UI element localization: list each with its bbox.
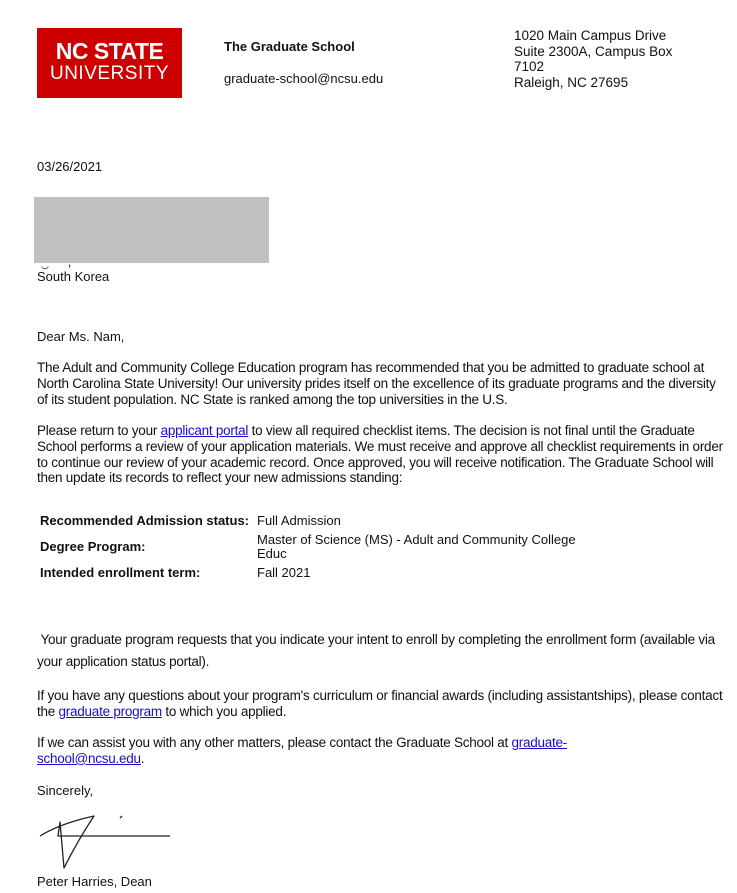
details-row [37,533,602,566]
paragraph-questions [37,688,727,720]
nc-state-logo [37,28,182,98]
applicant-portal-link[interactable]: applicant portal [160,423,249,438]
recipient-country: South Korea [37,269,110,284]
graduate-program-link[interactable]: graduate program [58,703,162,719]
greeting: Dear Ms. Nam, [37,329,125,344]
graduate-school-email-link[interactable]: graduate-school@ncsu.edu [37,735,568,766]
details-label: Intended enrollment term: [40,564,201,580]
paragraph-text: Please return to your [37,423,161,438]
paragraph-text: . [140,750,145,766]
details-row [37,514,602,533]
details-value: Fall 2021 [257,564,311,580]
school-name: The Graduate School [224,39,355,54]
details-label: Degree Program: [40,538,146,554]
details-value: Full Admission [257,513,341,528]
signer-name: Peter Harries, Dean [37,874,152,889]
signature-image [36,812,176,872]
address-line: Raleigh, NC 27695 [514,74,629,90]
redaction-box [34,197,269,263]
address-line: Suite 2300A, Campus Box [514,43,673,59]
address-line: 1020 Main Campus Drive [514,28,667,43]
closing: Sincerely, [37,783,94,798]
paragraph-text: to which you applied. [161,703,287,719]
paragraph-portal [37,423,727,486]
school-email: graduate-school@ncsu.edu [224,71,384,86]
admission-details-table [37,514,602,584]
admission-details [37,514,602,584]
signature-stroke [40,816,170,868]
letter-date: 03/26/2021 [37,159,103,174]
school-address [514,28,672,90]
paragraph-text: to view all required checklist items. The decision is not final until the Graduate School performs a review of your application materials. We must receive and approve all checklist requirements in order to continue our review of your academic record. Once approved, you will receive notification. The Graduate School will then update its records to reflect your new admissions standing: [37,423,723,486]
details-value: Master of Science (MS) - Adult and Community College Educ [257,531,576,561]
paragraph-text: If we can assist you with any other matters, please contact the Graduate School at [37,735,512,750]
paragraph-text: If you have any questions about your program's curriculum or financial awards (including assistantships), please contact the [37,688,723,719]
logo-line-2: UNIVERSITY [49,63,170,84]
logo-line-1: NC STATE [55,38,164,64]
signature-dot [120,816,122,818]
details-label: Recommended Admission status: [40,513,250,528]
paragraph-admission: The Adult and Community College Education program has recommended that you be admitted to graduate school at North Carolina State University! Our university prides itself on the excellence of its graduate programs and the diversity of its student population. NC State is ranked among the top universities in the U.S. [37,360,716,407]
paragraph-enrollment: Your graduate program requests that you indicate your intent to enroll by completing the enrollment form (available via your application status portal). [37,632,719,669]
address-line: 7102 [514,59,545,74]
details-row [37,566,602,585]
paragraph-contact [37,735,607,767]
